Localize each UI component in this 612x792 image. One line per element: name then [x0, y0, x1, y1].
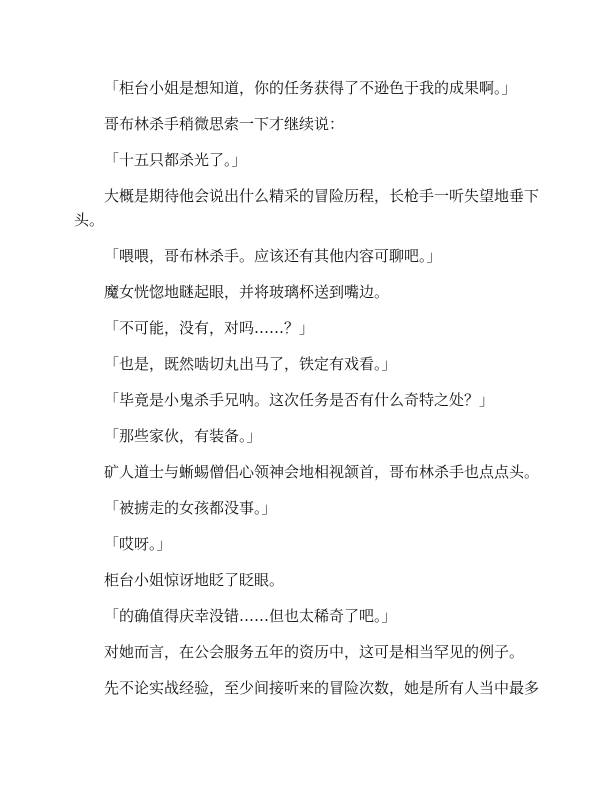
paragraph-16: 对她而言，在公会服务五年的资历中，这可是相当罕见的例子。 [104, 643, 525, 661]
paragraph-11: 矿人道士与蜥蜴僧侣心领神会地相视颔首，哥布林杀手也点点头。 [104, 463, 540, 481]
paragraph-17: 先不论实战经验，至少间接听来的冒险次数，她是所有人当中最多 [104, 679, 540, 697]
paragraph-1: 「柜台小姐是想知道，你的任务获得了不逊色于我的成果啊。」 [104, 79, 517, 97]
paragraph-15: 「的确值得庆幸没错……但也太稀奇了吧。」 [104, 607, 397, 625]
paragraph-9: 「毕竟是小鬼杀手兄呐。这次任务是否有什么奇特之处？」 [104, 391, 495, 409]
paragraph-4-continuation: 头。 [74, 211, 105, 229]
paragraph-5: 「喂喂，哥布林杀手。应该还有其他内容可聊吧。」 [104, 247, 442, 265]
paragraph-8: 「也是，既然啮切丸出马了，铁定有戏看。」 [104, 355, 397, 373]
paragraph-2: 哥布林杀手稍微思索一下才继续说： [104, 115, 345, 133]
paragraph-10: 「那些家伙，有装备。」 [104, 427, 262, 445]
paragraph-14: 柜台小姐惊讶地眨了眨眼。 [104, 571, 285, 589]
paragraph-6: 魔女恍惚地瞇起眼，并将玻璃杯送到嘴边。 [104, 283, 390, 301]
paragraph-13: 「哎呀。」 [104, 535, 172, 553]
paragraph-3: 「十五只都杀光了。」 [104, 151, 247, 169]
paragraph-12: 「被掳走的女孩都没事。」 [104, 499, 277, 517]
paragraph-4: 大概是期待他会说出什么精采的冒险历程，长枪手一听失望地垂下 [104, 187, 540, 205]
paragraph-7: 「不可能，没有，对吗……？」 [104, 319, 315, 337]
